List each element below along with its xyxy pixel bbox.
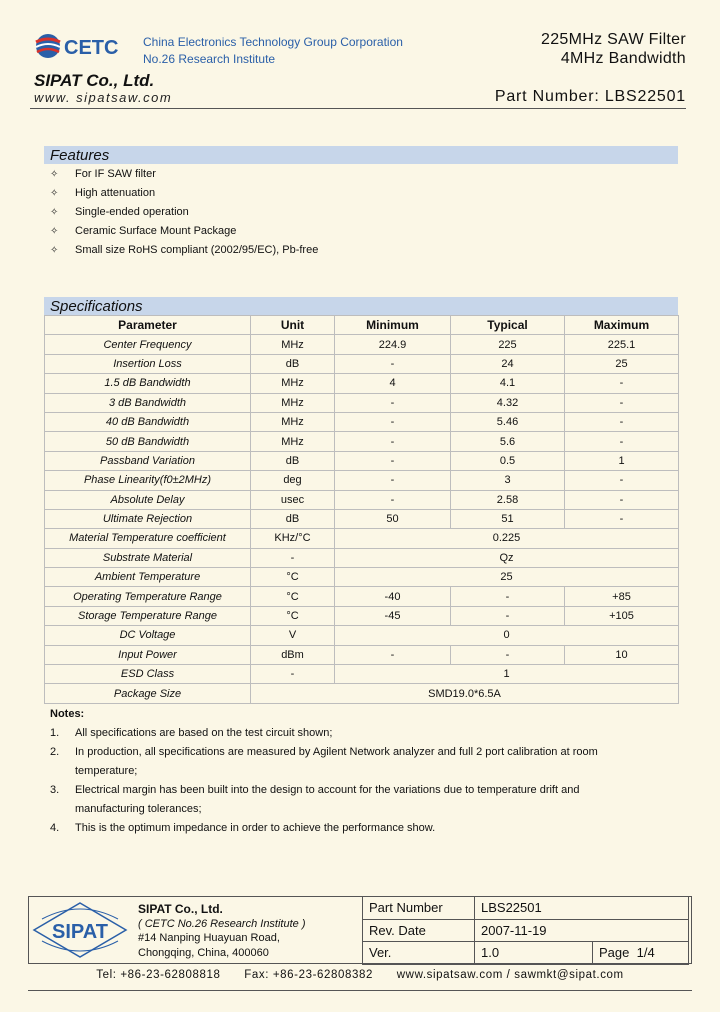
unit-cell: - (251, 548, 335, 567)
bullet-icon: ✧ (50, 188, 59, 199)
minimum-cell: 224.9 (335, 335, 451, 354)
value-cell-merged: 25 (335, 568, 679, 587)
typical-cell: - (451, 587, 565, 606)
table-row (45, 684, 679, 703)
unit-cell: MHz (251, 393, 335, 412)
feature-text: High attenuation (75, 187, 156, 199)
parameter-cell: Substrate Material (45, 548, 251, 567)
page-value: 1/4 (636, 945, 655, 961)
notes-list (50, 724, 640, 838)
value-cell-merged: 1 (335, 665, 679, 684)
minimum-cell: - (335, 432, 451, 451)
header-maximum: Maximum (565, 316, 679, 335)
table-header-row (45, 316, 679, 335)
page-indicator (593, 942, 689, 965)
sipat-logo-text: SIPAT (52, 921, 108, 943)
notes-title: Notes: (50, 708, 85, 720)
unit-cell: usec (251, 490, 335, 509)
address-line-2: Chongqing, China, 400060 (138, 946, 269, 959)
typical-cell: 0.5 (451, 451, 565, 470)
typical-cell: - (451, 645, 565, 664)
unit-cell: dB (251, 451, 335, 470)
document-info-table (362, 896, 689, 965)
footer-company-name: SIPAT Co., Ltd. (138, 902, 223, 916)
feature-item (50, 241, 318, 260)
minimum-cell: -45 (335, 606, 451, 625)
typical-cell: - (451, 606, 565, 625)
unit-cell: MHz (251, 432, 335, 451)
maximum-cell: 25 (565, 354, 679, 373)
features-list (50, 165, 318, 260)
parameter-cell: 50 dB Bandwidth (45, 432, 251, 451)
parameter-cell: Passband Variation (45, 451, 251, 470)
maximum-cell: - (565, 509, 679, 528)
parameter-cell: Input Power (45, 645, 251, 664)
maximum-cell: 1 (565, 451, 679, 470)
features-heading: Features (44, 146, 678, 164)
typical-cell: 4.32 (451, 393, 565, 412)
table-row (45, 568, 679, 587)
product-line-1: 225MHz SAW Filter (541, 31, 686, 48)
unit-cell: KHz/°C (251, 529, 335, 548)
maximum-cell: +105 (565, 606, 679, 625)
note-text: Electrical margin has been built into the design to account for the variations due to temperature drift and manufacturing tolerances; (75, 784, 580, 815)
version-label: Ver. (363, 942, 475, 965)
unit-cell: deg (251, 471, 335, 490)
page-label: Page (599, 945, 630, 961)
table-row (45, 626, 679, 645)
table-row (45, 354, 679, 373)
note-text: In production, all specifications are measured by Agilent Network analyzer and full 2 port calibration at room temperature; (75, 746, 598, 777)
typical-cell: 51 (451, 509, 565, 528)
product-title (541, 30, 686, 68)
unit-cell: dBm (251, 645, 335, 664)
feature-text: Small size RoHS compliant (2002/95/EC), Pb-free (75, 244, 319, 256)
maximum-cell: - (565, 471, 679, 490)
feature-item (50, 203, 318, 222)
minimum-cell: - (335, 451, 451, 470)
feature-item (50, 165, 318, 184)
maximum-cell: 225.1 (565, 335, 679, 354)
cetc-logo-text: CETC (64, 37, 119, 59)
note-item (50, 743, 640, 781)
table-row (45, 393, 679, 412)
version-value: 1.0 (475, 942, 593, 965)
unit-cell: MHz (251, 335, 335, 354)
typical-cell: 24 (451, 354, 565, 373)
note-item (50, 781, 640, 819)
bullet-icon: ✧ (50, 245, 59, 256)
web-email[interactable]: www.sipatsaw.com / sawmkt@sipat.com (396, 969, 624, 981)
parameter-cell: 1.5 dB Bandwidth (45, 374, 251, 393)
parameter-cell: Ultimate Rejection (45, 509, 251, 528)
minimum-cell: - (335, 393, 451, 412)
table-row (45, 432, 679, 451)
note-item (50, 724, 640, 743)
unit-cell: °C (251, 568, 335, 587)
minimum-cell: -40 (335, 587, 451, 606)
note-text: All specifications are based on the test circuit shown; (75, 727, 333, 739)
note-item (50, 819, 640, 838)
rev-date-label: Rev. Date (363, 919, 475, 942)
info-row-part-number (363, 897, 689, 920)
table-row (45, 335, 679, 354)
cetc-logo (34, 30, 134, 62)
table-row (45, 548, 679, 567)
note-number: 1. (50, 727, 60, 739)
sipat-logo (32, 901, 128, 959)
table-row (45, 606, 679, 625)
notes-section (50, 705, 640, 838)
note-text: This is the optimum impedance in order to achieve the performance show. (75, 822, 436, 834)
specifications-table (44, 315, 679, 704)
feature-text: For IF SAW filter (75, 168, 156, 180)
header-parameter: Parameter (45, 316, 251, 335)
minimum-cell: 50 (335, 509, 451, 528)
website-link[interactable]: www. sipatsaw.com (34, 90, 173, 105)
maximum-cell: - (565, 374, 679, 393)
bullet-icon: ✧ (50, 226, 59, 237)
unit-cell: °C (251, 587, 335, 606)
feature-item (50, 222, 318, 241)
parameter-cell: ESD Class (45, 665, 251, 684)
bullet-icon: ✧ (50, 169, 59, 180)
fax: Fax: +86-23-62808382 (244, 969, 373, 981)
info-row-rev-date (363, 919, 689, 942)
maximum-cell: +85 (565, 587, 679, 606)
org-line-2: No.26 Research Institute (143, 52, 276, 66)
table-row (45, 665, 679, 684)
note-number: 3. (50, 784, 60, 796)
table-row (45, 374, 679, 393)
typical-cell: 3 (451, 471, 565, 490)
value-cell-merged: Qz (335, 548, 679, 567)
minimum-cell: - (335, 645, 451, 664)
footer-divider (28, 990, 692, 991)
specifications-table-body (45, 335, 679, 703)
part-number-value: LBS22501 (475, 897, 689, 920)
minimum-cell: - (335, 354, 451, 373)
address-line-1: #14 Nanping Huayuan Road, (138, 932, 280, 944)
table-row (45, 587, 679, 606)
part-number-label: Part Number (363, 897, 475, 920)
unit-cell: dB (251, 354, 335, 373)
value-cell-wide: SMD19.0*6.5A (251, 684, 679, 703)
unit-cell: MHz (251, 374, 335, 393)
table-row (45, 451, 679, 470)
product-line-2: 4MHz Bandwidth (560, 50, 686, 67)
unit-cell: dB (251, 509, 335, 528)
parameter-cell: Center Frequency (45, 335, 251, 354)
parameter-cell: Material Temperature coefficient (45, 529, 251, 548)
typical-cell: 4.1 (451, 374, 565, 393)
table-row (45, 490, 679, 509)
typical-cell: 5.46 (451, 412, 565, 431)
unit-cell: V (251, 626, 335, 645)
table-row (45, 645, 679, 664)
value-cell-merged: 0 (335, 626, 679, 645)
telephone: Tel: +86-23-62808818 (96, 969, 221, 981)
parameter-cell: Insertion Loss (45, 354, 251, 373)
company-name-header: SIPAT Co., Ltd. (34, 71, 155, 90)
footer-company-sub: ( CETC No.26 Research Institute ) (138, 917, 306, 930)
unit-cell: MHz (251, 412, 335, 431)
note-number: 4. (50, 822, 60, 834)
minimum-cell: - (335, 412, 451, 431)
feature-text: Single-ended operation (75, 206, 189, 218)
parameter-cell: Absolute Delay (45, 490, 251, 509)
part-number-title: Part Number: LBS22501 (494, 88, 686, 105)
table-row (45, 412, 679, 431)
parameter-cell: Operating Temperature Range (45, 587, 251, 606)
organization-name (143, 34, 403, 68)
header-minimum: Minimum (335, 316, 451, 335)
typical-cell: 2.58 (451, 490, 565, 509)
maximum-cell: - (565, 490, 679, 509)
header-typical: Typical (451, 316, 565, 335)
header-unit: Unit (251, 316, 335, 335)
parameter-cell: Package Size (45, 684, 251, 703)
info-row-version (363, 942, 689, 965)
parameter-cell: Ambient Temperature (45, 568, 251, 587)
typical-cell: 5.6 (451, 432, 565, 451)
typical-cell: 225 (451, 335, 565, 354)
company-address-block (138, 902, 306, 960)
feature-item (50, 184, 318, 203)
maximum-cell: - (565, 393, 679, 412)
maximum-cell: 10 (565, 645, 679, 664)
value-cell-merged: 0.225 (335, 529, 679, 548)
contact-line (28, 969, 692, 981)
org-line-1: China Electronics Technology Group Corporation (143, 35, 403, 49)
parameter-cell: 40 dB Bandwidth (45, 412, 251, 431)
parameter-cell: DC Voltage (45, 626, 251, 645)
parameter-cell: Phase Linearity(f0±2MHz) (45, 471, 251, 490)
note-number: 2. (50, 746, 60, 758)
feature-text: Ceramic Surface Mount Package (75, 225, 237, 237)
minimum-cell: - (335, 490, 451, 509)
unit-cell: °C (251, 606, 335, 625)
maximum-cell: - (565, 412, 679, 431)
minimum-cell: 4 (335, 374, 451, 393)
maximum-cell: - (565, 432, 679, 451)
specifications-heading: Specifications (44, 297, 678, 315)
header-divider (30, 108, 686, 109)
table-row (45, 529, 679, 548)
parameter-cell: Storage Temperature Range (45, 606, 251, 625)
table-row (45, 509, 679, 528)
parameter-cell: 3 dB Bandwidth (45, 393, 251, 412)
minimum-cell: - (335, 471, 451, 490)
unit-cell: - (251, 665, 335, 684)
rev-date-value: 2007-11-19 (475, 919, 689, 942)
table-row (45, 471, 679, 490)
bullet-icon: ✧ (50, 207, 59, 218)
